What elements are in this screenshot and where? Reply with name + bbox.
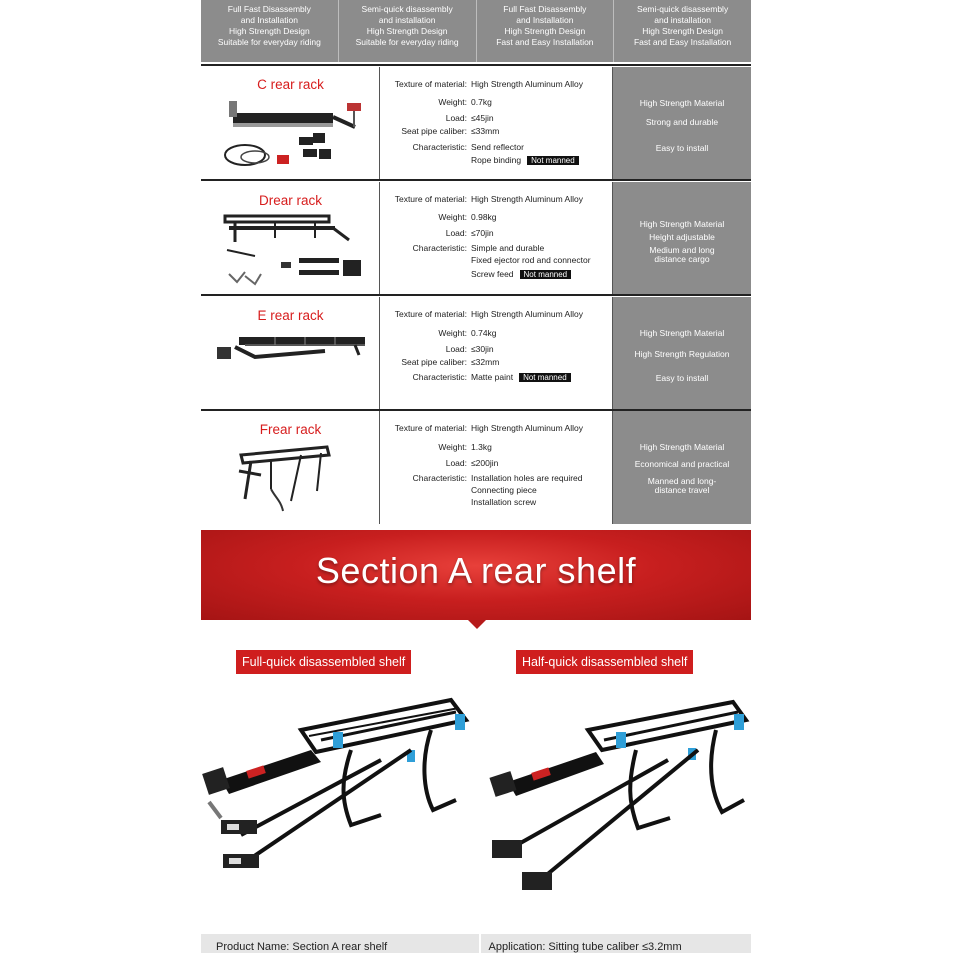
not-manned-badge: Not manned bbox=[520, 270, 572, 279]
full-quick-label: Full-quick disassembled shelf bbox=[236, 650, 411, 674]
rear-rack-d-image bbox=[215, 212, 369, 290]
rack-spec-cell: Texture of material: High Strength Aluminum Alloy Weight: 0.7kg Load: ≤45jin Seat pipe caliber: ≤33mm Characteristic: Send reflector Rope binding Not manned bbox=[380, 67, 613, 180]
rack-title: E rear rack bbox=[257, 308, 324, 323]
full-quick-shelf-image bbox=[201, 690, 476, 920]
rack-image-cell bbox=[201, 182, 380, 295]
rack-title: Drear rack bbox=[258, 193, 322, 208]
rack-title: C rear rack bbox=[257, 77, 324, 92]
rack-feature-cell: High Strength Material Strong and durable Easy to install bbox=[613, 67, 751, 180]
rack-row-f bbox=[201, 411, 751, 524]
rack-title: Frear rack bbox=[259, 422, 322, 437]
rear-rack-f-image bbox=[231, 441, 341, 519]
divider bbox=[201, 64, 751, 66]
rack-spec-cell: Texture of material: High Strength Aluminum Alloy Weight: 1.3kg Load: ≤200jin Characteristic: Installation holes are required Connecting piece Installation screw bbox=[380, 411, 613, 524]
not-manned-badge: Not manned bbox=[519, 373, 571, 382]
rack-feature-cell: High Strength Material High Strength Regulation Easy to install bbox=[613, 297, 751, 410]
top-cell-4: Semi-quick disassembly and installation High Strength Design Fast and Easy Installation bbox=[614, 0, 751, 62]
application-cell: Application: Sitting tube caliber ≤3.2mm bbox=[488, 941, 682, 953]
rear-rack-e-image bbox=[215, 327, 369, 405]
rack-row-d bbox=[201, 182, 751, 295]
top-cell-1: Full Fast Disassembly and Installation High Strength Design Suitable for everyday riding bbox=[201, 0, 339, 62]
divider bbox=[201, 179, 751, 181]
rack-row-c bbox=[201, 67, 751, 180]
top-cell-2: Semi-quick disassembly and installation High Strength Design Suitable for everyday riding bbox=[339, 0, 477, 62]
rack-feature-cell: High Strength Material Height adjustable Medium and long distance cargo bbox=[613, 182, 751, 295]
rack-row-e bbox=[201, 297, 751, 410]
bottom-spec-bar bbox=[201, 934, 751, 953]
banner-pointer bbox=[468, 620, 486, 629]
section-banner bbox=[201, 530, 751, 620]
rear-rack-c-image bbox=[215, 97, 369, 175]
top-feature-strip bbox=[201, 0, 751, 62]
half-quick-shelf-image bbox=[478, 690, 753, 920]
rack-feature-cell: High Strength Material Economical and practical Manned and long- distance travel bbox=[613, 411, 751, 524]
not-manned-badge: Not manned bbox=[527, 156, 579, 165]
banner-title: Section A rear shelf bbox=[315, 550, 637, 591]
top-cell-3: Full Fast Disassembly and Installation High Strength Design Fast and Easy Installation bbox=[477, 0, 615, 62]
product-page bbox=[201, 0, 751, 953]
rack-image-cell bbox=[201, 411, 380, 524]
product-name-cell: Product Name: Section A rear shelf bbox=[201, 934, 481, 953]
rack-spec-cell: Texture of material: High Strength Aluminum Alloy Weight: 0.74kg Load: ≤30jin Seat pipe caliber: ≤32mm Characteristic: Matte paint Not manned bbox=[380, 297, 613, 410]
rack-spec-cell: Texture of material: High Strength Aluminum Alloy Weight: 0.98kg Load: ≤70jin Characteristic: Simple and durable Fixed ejector rod and connector Screw feed Not manned bbox=[380, 182, 613, 295]
half-quick-label: Half-quick disassembled shelf bbox=[516, 650, 693, 674]
rack-image-cell bbox=[201, 67, 380, 180]
divider bbox=[201, 294, 751, 296]
rack-image-cell bbox=[201, 297, 380, 410]
